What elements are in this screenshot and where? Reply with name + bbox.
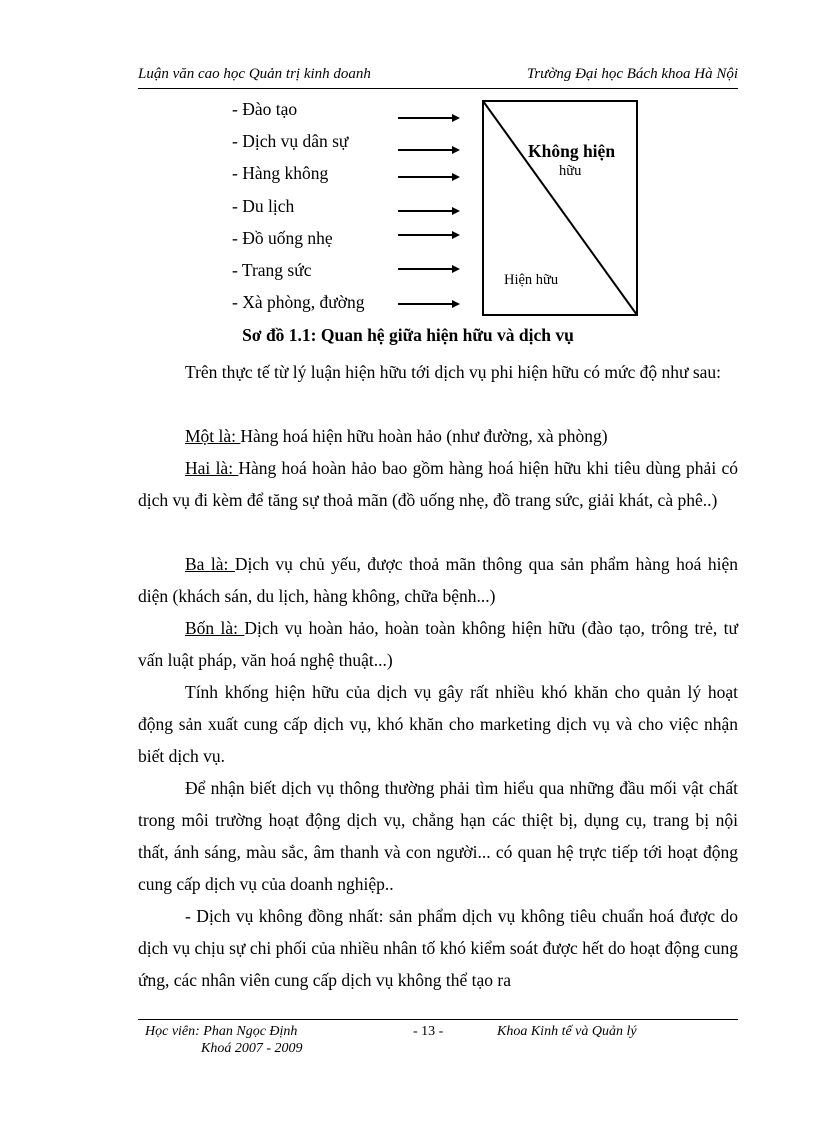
arrow-right-icon: [398, 113, 460, 123]
paragraph: Tính khống hiện hữu của dịch vụ gây rất nhiều khó khăn cho quản lý hoạt động sản xuất cung cấp dịch vụ, khó khăn cho marketing dịch vụ và cho việc nhận biết dịch vụ.: [138, 682, 738, 766]
footer-faculty: Khoa Kinh tế và Quản lý: [497, 1024, 637, 1039]
arrow-right-icon: [398, 264, 460, 274]
footer-cohort: Khoá 2007 - 2009: [201, 1041, 303, 1056]
diagram-item: - Đào tạo: [232, 99, 298, 119]
paragraph-label: Một là:: [185, 426, 241, 446]
arrow-right-icon: [398, 172, 460, 182]
intangible-label: Không hiện: [528, 141, 616, 161]
paragraph: - Dịch vụ không đồng nhất: sản phẩm dịch vụ không tiêu chuẩn hoá được do dịch vụ chịu sự chi phối của nhiều nhân tố khó kiểm soát được hết do hoạt động cung ứng, các nhân viên cung cấp dịch vụ không thể tạo ra: [138, 906, 738, 990]
diagram-item: - Trang sức: [232, 260, 312, 280]
footer-rule: [138, 1019, 738, 1020]
paragraph: [138, 420, 738, 452]
arrow-right-icon: [398, 145, 460, 155]
paragraph-label: Ba là:: [185, 554, 235, 574]
paragraph: Để nhận biết dịch vụ thông thường phải tìm hiểu qua những đầu mối vật chất trong môi trường hoạt động dịch vụ, chẳng hạn các thiệt bị, dụng cụ, trang bị nội thất, ánh sáng, màu sắc, âm thanh và con người... có quan hệ trực tiếp tới hoạt động cung cấp dịch vụ của doanh nghiệp..: [138, 778, 738, 894]
paragraph: [138, 452, 738, 516]
paragraph: [138, 612, 738, 676]
header-right: Trường Đại học Bách khoa Hà Nội: [526, 66, 738, 82]
page-number: - 13 -: [413, 1024, 444, 1039]
diagram-item: - Đồ uống nhẹ: [232, 228, 333, 248]
paragraph-text: Dịch vụ chủ yếu, được thoả mãn thông qua sản phẩm hàng hoá hiện diện (khách sán, du lịch, hàng không, chữa bệnh...): [138, 554, 738, 606]
paragraph: [138, 548, 738, 612]
paragraph-text: Dịch vụ hoàn hảo, hoàn toàn không hiện hữu (đào tạo, trông trẻ, tư vấn luật pháp, văn hoá nghệ thuật...): [138, 618, 738, 670]
paragraph-label: Bốn là:: [185, 618, 245, 638]
arrow-right-icon: [398, 230, 460, 240]
footer-student: Học viên: Phan Ngọc Định: [145, 1024, 298, 1039]
paragraph-text: Hàng hoá hiện hữu hoàn hảo (như đường, xà phòng): [240, 426, 608, 446]
arrow-right-icon: [398, 299, 460, 309]
diagram-caption: Sơ đồ 1.1: Quan hệ giữa hiện hữu và dịch vụ: [242, 325, 574, 345]
paragraph-text: Hàng hoá hoàn hảo bao gồm hàng hoá hiện hữu khi tiêu dùng phải có dịch vụ đi kèm để tăng sự thoả mãn (đồ uống nhẹ, đồ trang sức, giải khát, cà phê..): [138, 458, 738, 510]
paragraph-label: Hai là:: [185, 458, 239, 478]
diagram-item: - Hàng không: [232, 163, 329, 183]
header-rule: [138, 88, 738, 89]
intangible-label-2: hữu: [559, 163, 582, 179]
header-left: Luận văn cao học Quản trị kinh doanh: [138, 66, 371, 82]
arrow-right-icon: [398, 206, 460, 216]
diagram-item: - Du lịch: [232, 196, 295, 216]
diagram-item: - Xà phòng, đường: [232, 292, 365, 312]
diagram-item: - Dịch vụ dân sự: [232, 131, 349, 151]
paragraph: Trên thực tế từ lý luận hiện hữu tới dịch vụ phi hiện hữu có mức độ như sau:: [185, 362, 722, 382]
tangible-label: Hiện hữu: [504, 272, 559, 288]
